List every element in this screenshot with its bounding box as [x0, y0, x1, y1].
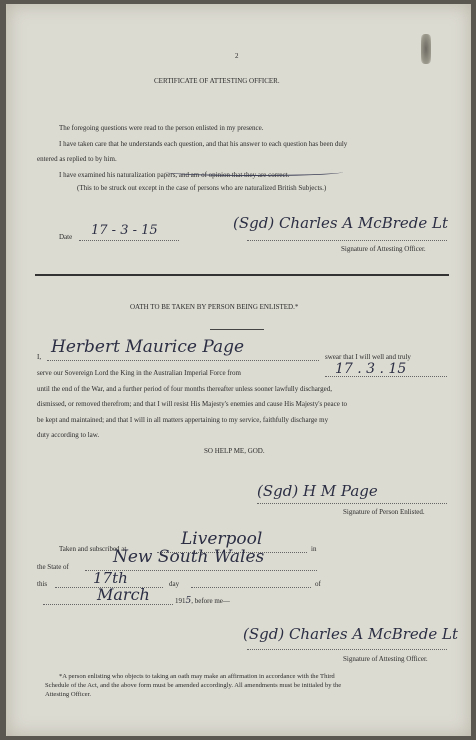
- month-value: March: [97, 585, 150, 604]
- from-date: 17 . 3 . 15: [335, 361, 407, 377]
- oath-line-3: until the end of the War, and a further period of four months thereafter unless sooner lawfully discharged,: [37, 385, 332, 393]
- certificate-title: CERTIFICATE OF ATTESTING OFFICER.: [154, 77, 280, 85]
- oath-line-1-tail: swear that I will well and truly: [325, 353, 411, 361]
- oath-i-label: I,: [37, 353, 42, 361]
- enlistee-signature-line: [257, 503, 447, 504]
- year-label: [175, 597, 230, 606]
- signature-line: [247, 240, 447, 241]
- attesting-officer-signature: (Sgd) Charles A McBrede Lt: [233, 214, 449, 232]
- date-value: 17 - 3 - 15: [91, 223, 158, 238]
- title-underline: [210, 329, 264, 330]
- enlistee-signature: (Sgd) H M Page: [257, 482, 378, 500]
- footnote-line-2: Schedule of the Act, and the above form must be amended accordingly. All amendments must be initialed by the: [45, 682, 342, 689]
- certificate-para-2b: entered as replied to by him.: [37, 155, 117, 163]
- footnote-line-1: *A person enlisting who objects to taking an oath may make an affirmation in accordance with the Third: [59, 673, 335, 680]
- name-line: [47, 360, 319, 361]
- attestation-page: [6, 4, 471, 736]
- month-line: [43, 604, 173, 605]
- before-me-label: , before me—: [191, 597, 230, 605]
- binder-mark: [421, 34, 431, 64]
- date-label: Date: [59, 233, 73, 241]
- enlistee-signature-caption: Signature of Person Enlisted.: [343, 508, 425, 516]
- signature-caption: Signature of Attesting Officer.: [341, 245, 426, 253]
- footnote-line-3: Attesting Officer.: [45, 691, 92, 698]
- in-label: in: [311, 545, 317, 553]
- certificate-para-4: (This to be struck out except in the case of persons who are naturalized British Subjects.): [77, 184, 327, 192]
- so-help-me-god: SO HELP ME, GOD.: [204, 447, 265, 455]
- year-digit: 5: [185, 596, 192, 606]
- page-number: 2: [235, 52, 239, 60]
- oath-line-4: dismissed, or removed therefrom; and that I will resist His Majesty's enemies and cause His Majesty's peace to: [37, 400, 348, 408]
- subscribed-officer-signature: (Sgd) Charles A McBrede Lt: [243, 625, 459, 643]
- officer-signature-line: [247, 649, 447, 650]
- enlistee-name: Herbert Maurice Page: [51, 337, 245, 357]
- state-value: New South Wales: [113, 547, 265, 567]
- oath-line-2: serve our Sovereign Lord the King in the Australian Imperial Force from: [37, 369, 241, 377]
- officer-signature-caption: Signature of Attesting Officer.: [343, 655, 428, 663]
- oath-line-5: be kept and maintained; and that I will in all matters appertaining to my service, faithfully discharge my: [37, 416, 329, 424]
- oath-title: OATH TO BE TAKEN BY PERSON BEING ENLISTED.*: [130, 303, 299, 311]
- of-label: of: [315, 580, 321, 588]
- oath-line-6: duty according to law.: [37, 431, 100, 439]
- day-label: day: [169, 580, 180, 588]
- section-divider: [35, 274, 449, 276]
- place-value: Liverpool: [181, 529, 263, 549]
- date-line: [79, 240, 179, 241]
- strike-through-mark: [165, 168, 343, 176]
- day-value: 17th: [93, 569, 128, 587]
- year-prefix: 191: [175, 597, 186, 605]
- state-label: the State of: [37, 563, 69, 571]
- taken-subscribed-label: Taken and subscribed at: [59, 545, 127, 553]
- certificate-para-3: I have examined his naturalization papers, and am of opinion that they are correct.: [59, 171, 290, 179]
- certificate-para-2a: I have taken care that he understands each question, and that his answer to each question has been duly: [59, 140, 348, 148]
- of-line: [191, 587, 311, 588]
- this-label: this: [37, 580, 48, 588]
- certificate-para-1: The foregoing questions were read to the person enlisted in my presence.: [59, 124, 264, 132]
